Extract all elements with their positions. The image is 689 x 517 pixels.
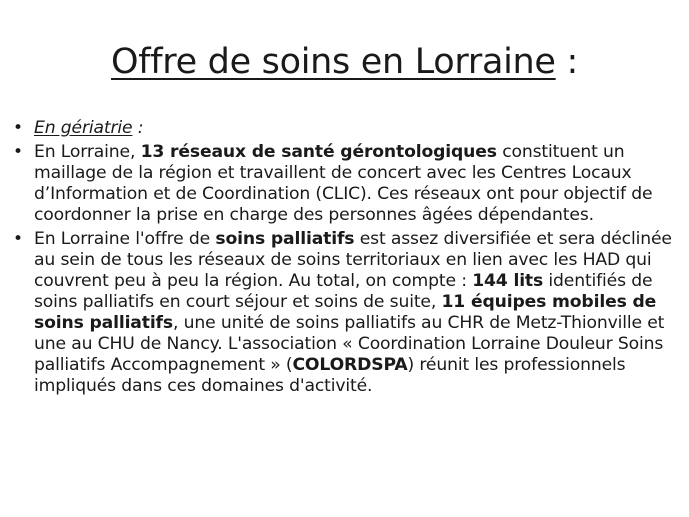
bullet3-text-1: En Lorraine l'offre de	[34, 229, 216, 249]
bullet-item-geriatrie	[10, 118, 682, 139]
bullet2-text-2: constituent un maillage de la région et travaillent de concert avec les Centres Locaux d’Information et de Coordination (CLIC). Ces réseaux ont pour objectif de coordonner la prise en charge des personnes âgées dépendantes.	[34, 142, 653, 225]
bullet3-text-3: identifiés de soins palliatifs en court séjour et soins de suite,	[34, 271, 653, 312]
bullet3-bold-4: COLORDSPA	[292, 355, 408, 375]
bullet3-text-4: , une unité de soins palliatifs au CHR de Metz-Thionville et une au CHU de Nancy. L'association « Coordination Lorraine Douleur Soins palliatifs Accompagnement » (	[34, 313, 665, 375]
bullet-list	[10, 118, 682, 400]
slide-title-suffix: :	[555, 42, 578, 82]
bullet3-text-2: est assez diversifiée et sera déclinée au sein de tous les réseaux de soins territoriaux en lien avec les HAD qui couvrent peu à peu la région. Au total, on compte :	[34, 229, 672, 291]
slide-title	[0, 40, 689, 84]
bullet-dot-icon: •	[13, 229, 23, 249]
bullet-dot-icon: •	[13, 142, 23, 162]
bullet-dot-icon: •	[13, 118, 23, 138]
bullet2-text-1: En Lorraine,	[34, 142, 141, 162]
bullet3-bold-1: soins palliatifs	[215, 229, 355, 249]
bullet3-bold-2: 144 lits	[472, 271, 544, 291]
bullet1-label: En gériatrie	[34, 118, 133, 138]
slide-title-text: Offre de soins en Lorraine	[111, 42, 556, 82]
bullet-item-reseaux	[10, 142, 682, 226]
bullet-item-soins-palliatifs	[10, 229, 682, 397]
bullet2-bold-1: 13 réseaux de santé gérontologiques	[140, 142, 497, 162]
bullet1-suffix: :	[132, 118, 144, 138]
bullet3-text-5: ) réunit les professionnels impliqués dans ces domaines d'activité.	[34, 355, 626, 396]
bullet3-bold-3: 11 équipes mobiles de soins palliatifs	[34, 292, 657, 333]
